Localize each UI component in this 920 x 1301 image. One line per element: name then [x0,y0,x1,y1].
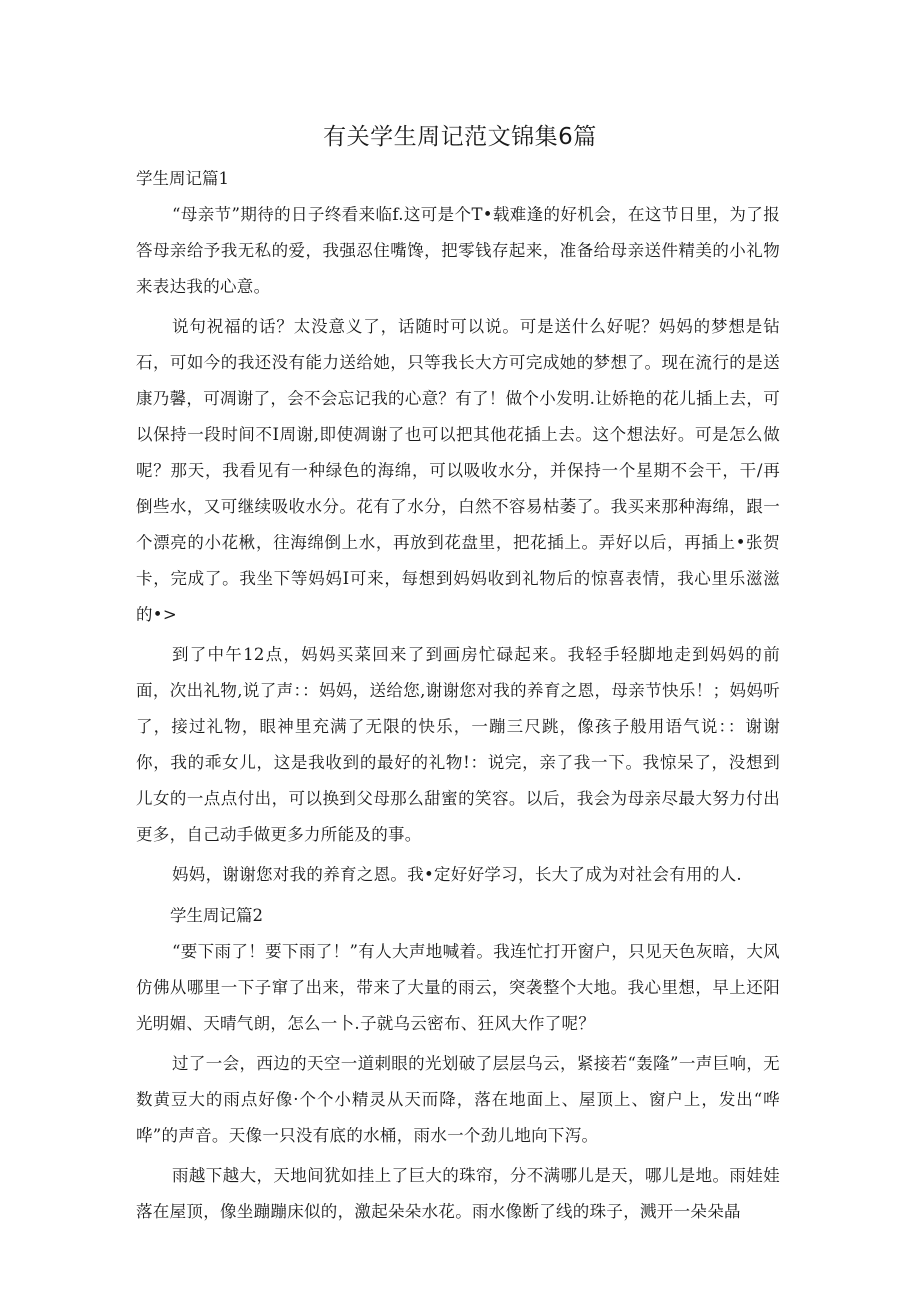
document-body [136,160,780,1234]
paragraph: “要下雨了！要下雨了！”有人大声地喊着。我连忙打开窗户，只见天色灰暗，大风仿佛从哪里一下子窜了出来，带来了大量的雨云，突袭整个大地。我心里想，早上还阳光明媚、天晴气朗，怎么一卜.子就乌云密布、狂风大作了呢？ [136,942,780,1033]
section-heading-1: 学生周记篇1 [136,169,229,188]
paragraph: “母亲节”期待的日子终看来临f.这可是个T•载难逢的好机会，在这节日里，为了报答母亲给予我无私的爱，我强忍住嘴馋，把零钱存起来，准备给母亲送件精美的小礼物来表达我的心意。 [136,205,780,296]
paragraph: 过了一会，西边的天空一道刺眼的光划破了层层乌云，紧接若“轰隆”一声巨响，无数黄豆大的雨点好像·个个小精灵从天而降，落在地面上、屋顶上、窗户上，发出“哗哗”的声音。天像一只没有底的水桶，雨水一个劲儿地向下泻。 [136,1054,780,1145]
paragraph: 到了中午12点，妈妈买菜回来了到画房忙碌起来。我轻手轻脚地走到妈妈的前面，次出礼物,说了声：：妈妈，送给您,谢谢您对我的养育之恩，母亲节快乐！；妈妈听了，接过礼物，眼神里充满了无限的快乐，一蹦三尺跳，像孩子般用语气说：：谢谢你，我的乖女儿，这是我收到的最好的礼物!：说完，亲了我一下。我惊呆了，没想到儿女的一点点付出，可以换到父母那么甜蜜的笑容。以后，我会为母亲尽最大努力付出更多，自己动手做更多力所能及的事。 [136,645,780,844]
paragraph: 雨越下越大，天地间犹如挂上了巨大的珠帘，分不满哪儿是天，哪儿是地。雨娃娃落在屋顶，像坐蹦蹦床似的，激起朵朵水花。雨水像断了线的珠子，溅开一朵朵晶 [136,1166,780,1221]
paragraph: 妈妈，谢谢您对我的养育之恩。我•定好好学习，长大了成为对社会有用的人. [172,865,742,884]
paragraph: 说句祝福的话？太没意义了，话随时可以说。可是送什么好呢？妈妈的梦想是钻石，可如今的我还没有能力送给她，只等我长大方可完成她的梦想了。现在流行的是送康乃馨，可凋谢了，会不会忘记我的心意？有了！做个小发明.让娇艳的花儿插上去，可以保持一段时间不I周谢,即使凋谢了也可以把其他花插上去。这个想法好。可是怎么做呢？那天，我看见有一种绿色的海绵，可以吸收水分，并保持一个星期不会干，干/再倒些水，又可继续吸收水分。花有了水分，白然不容易枯萎了。我买来那种海绵，跟一个漂亮的小花楸，往海绵倒上水，再放到花盘里，把花插上。弄好以后，再插上•张贺卡，完成了。我坐下等妈妈I可来，每想到妈妈收到礼物后的惊喜表情，我心里乐滋滋的•> [136,317,780,624]
document-title: 有关学生周记范文锦集6篇 [323,124,597,150]
section-heading-2: 学生周记篇2 [170,906,263,925]
